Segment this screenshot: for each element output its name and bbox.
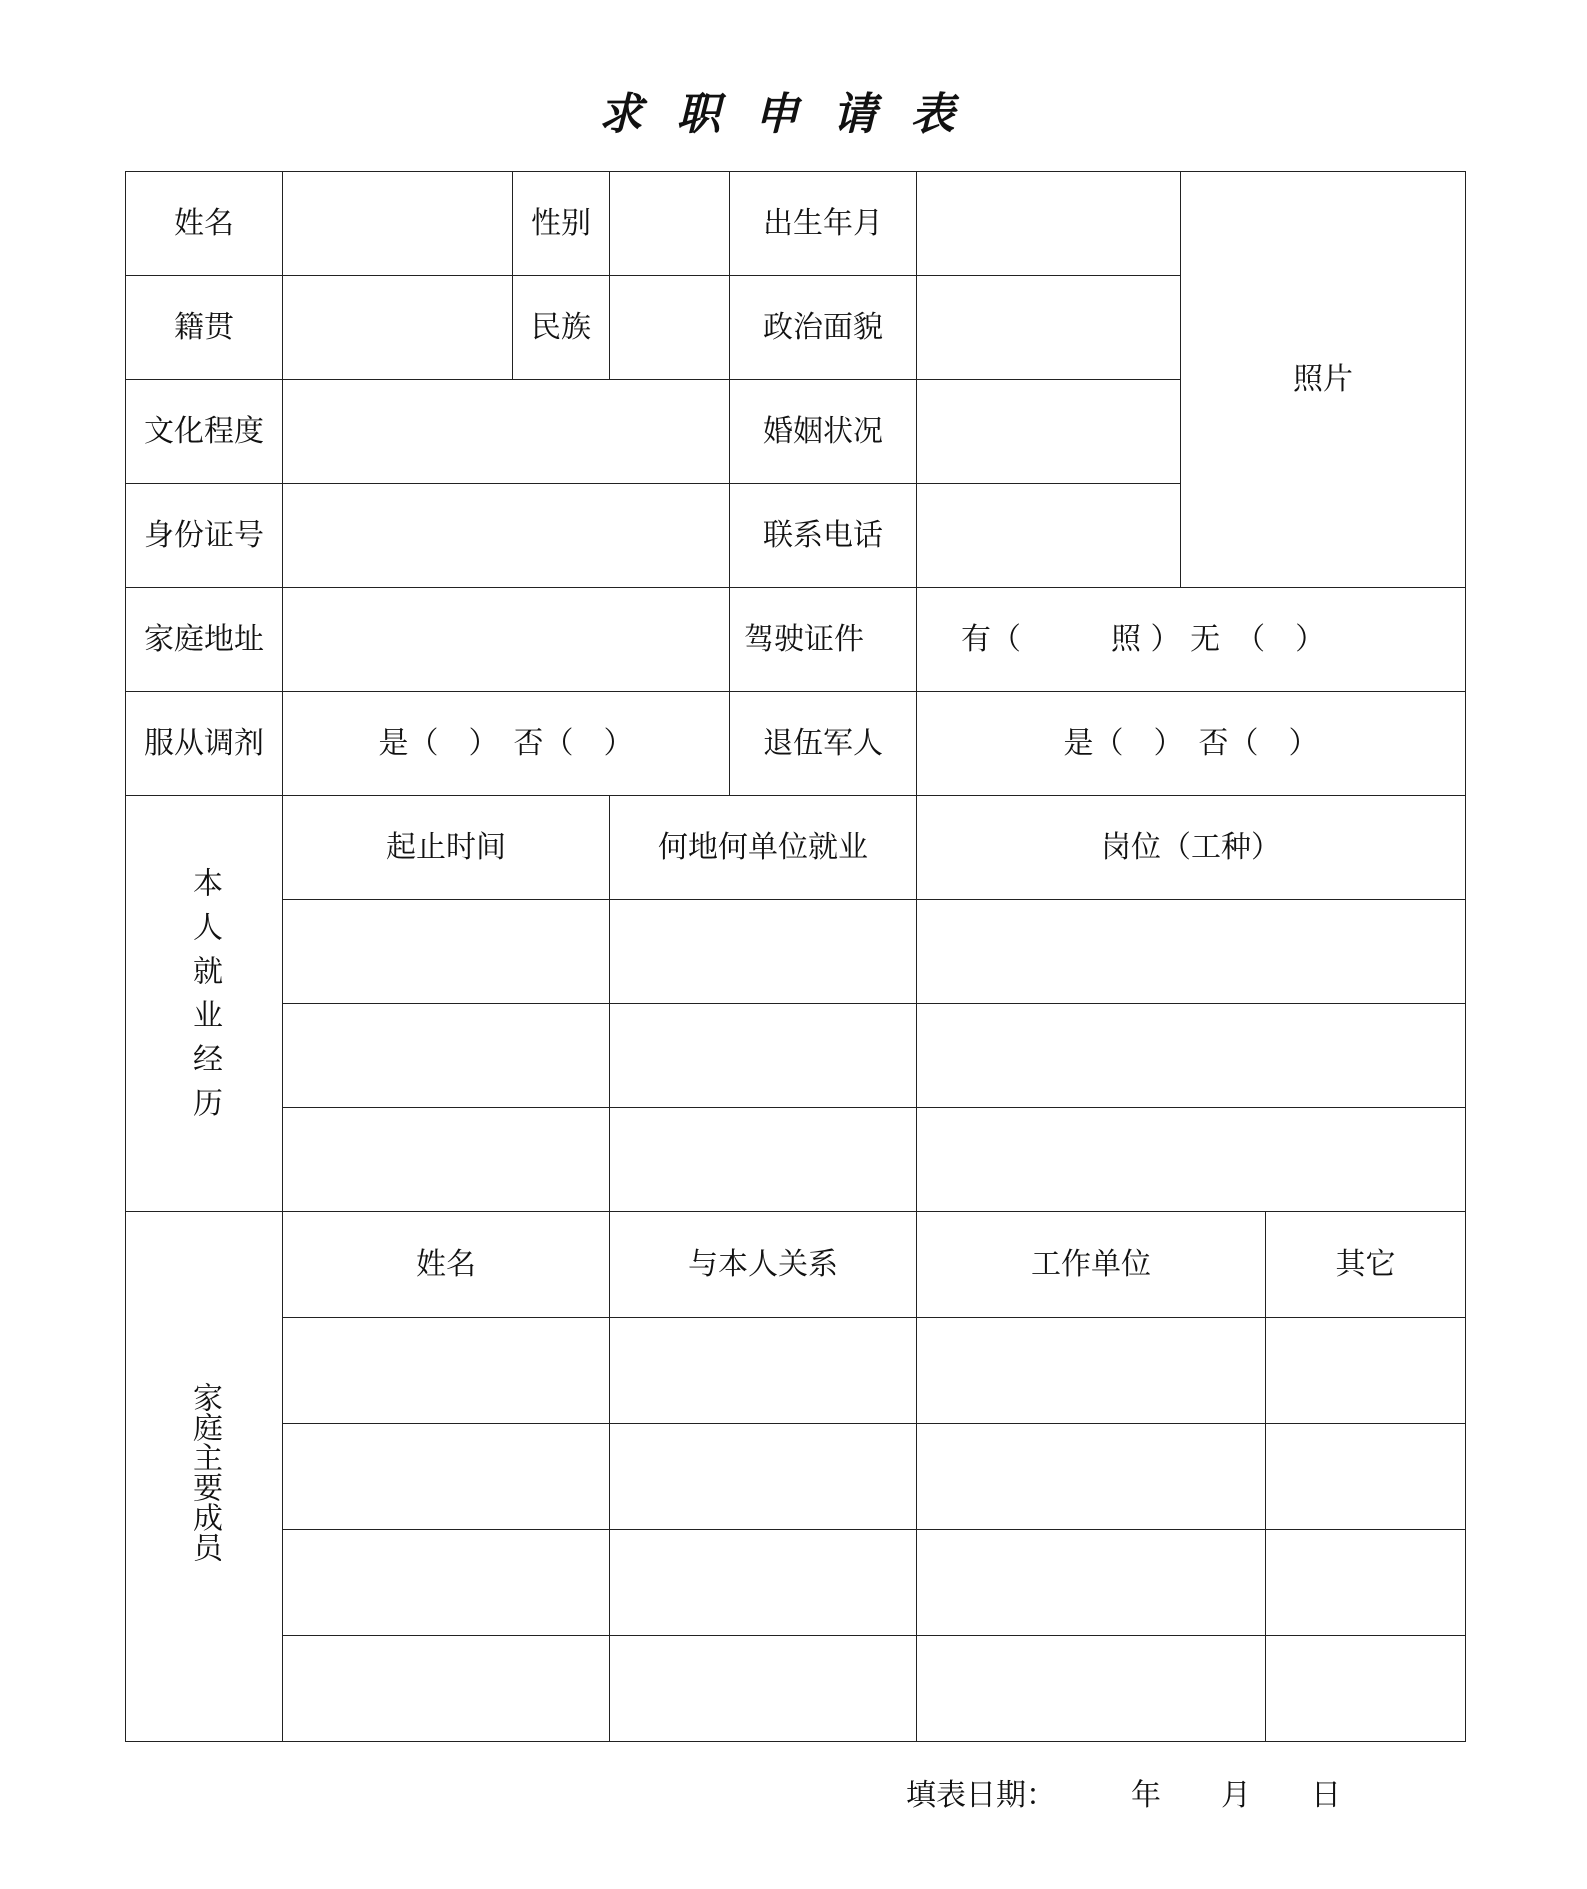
employment-header-employer: 何地何单位就业 — [610, 796, 917, 900]
employment-period-field[interactable] — [283, 1004, 610, 1108]
obey-assignment-label: 服从调剂 — [126, 692, 283, 796]
political-status-label: 政治面貌 — [730, 276, 917, 380]
application-form-table — [125, 171, 1466, 1742]
family-header-other: 其它 — [1266, 1212, 1466, 1318]
employment-employer-field[interactable] — [610, 1004, 917, 1108]
phone-field[interactable] — [917, 484, 1181, 588]
employment-header-period: 起止时间 — [283, 796, 610, 900]
family-workplace-field[interactable] — [917, 1318, 1266, 1424]
employment-employer-field[interactable] — [610, 1108, 917, 1212]
birth-label: 出生年月 — [730, 172, 917, 276]
photo-box[interactable]: 照片 — [1181, 172, 1466, 588]
address-field[interactable] — [283, 588, 730, 692]
name-label: 姓名 — [126, 172, 283, 276]
native-place-label: 籍贯 — [126, 276, 283, 380]
fill-date: 填表日期： 年 月 日 — [906, 1778, 1341, 1813]
employment-header-position: 岗位（工种） — [917, 796, 1466, 900]
political-status-field[interactable] — [917, 276, 1181, 380]
driving-license-label: 驾驶证件 — [730, 588, 917, 692]
employment-history-label: 本人就业经历 — [187, 867, 222, 1131]
family-relation-field[interactable] — [610, 1318, 917, 1424]
veteran-label: 退伍军人 — [730, 692, 917, 796]
family-members-label: 家庭主要成员 — [187, 1382, 222, 1562]
employment-employer-field[interactable] — [610, 900, 917, 1004]
native-place-field[interactable] — [283, 276, 513, 380]
family-name-field[interactable] — [283, 1424, 610, 1530]
id-number-field[interactable] — [283, 484, 730, 588]
employment-period-field[interactable] — [283, 900, 610, 1004]
family-workplace-field[interactable] — [917, 1636, 1266, 1742]
address-label: 家庭地址 — [126, 588, 283, 692]
family-header-relation: 与本人关系 — [610, 1212, 917, 1318]
form-title: 求职申请表 — [598, 89, 989, 140]
employment-history-section — [126, 796, 283, 1212]
ethnicity-field[interactable] — [610, 276, 730, 380]
education-label: 文化程度 — [126, 380, 283, 484]
ethnicity-label: 民族 — [513, 276, 610, 380]
phone-label: 联系电话 — [730, 484, 917, 588]
family-other-field[interactable] — [1266, 1636, 1466, 1742]
family-other-field[interactable] — [1266, 1318, 1466, 1424]
marital-status-label: 婚姻状况 — [730, 380, 917, 484]
marital-status-field[interactable] — [917, 380, 1181, 484]
id-number-label: 身份证号 — [126, 484, 283, 588]
name-field[interactable] — [283, 172, 513, 276]
employment-position-field[interactable] — [917, 1004, 1466, 1108]
family-other-field[interactable] — [1266, 1424, 1466, 1530]
family-name-field[interactable] — [283, 1318, 610, 1424]
veteran-options[interactable]: 是（ ） 否（ ） — [917, 692, 1466, 796]
family-header-workplace: 工作单位 — [917, 1212, 1266, 1318]
family-other-field[interactable] — [1266, 1530, 1466, 1636]
family-name-field[interactable] — [283, 1530, 610, 1636]
family-name-field[interactable] — [283, 1636, 610, 1742]
family-header-name: 姓名 — [283, 1212, 610, 1318]
employment-position-field[interactable] — [917, 1108, 1466, 1212]
family-members-section — [126, 1212, 283, 1742]
birth-field[interactable] — [917, 172, 1181, 276]
family-relation-field[interactable] — [610, 1636, 917, 1742]
family-workplace-field[interactable] — [917, 1424, 1266, 1530]
family-relation-field[interactable] — [610, 1424, 917, 1530]
employment-position-field[interactable] — [917, 900, 1466, 1004]
family-relation-field[interactable] — [610, 1530, 917, 1636]
driving-license-options[interactable]: 有（ 照 ） 无 （ ） — [917, 588, 1466, 692]
education-field[interactable] — [283, 380, 730, 484]
employment-period-field[interactable] — [283, 1108, 610, 1212]
gender-field[interactable] — [610, 172, 730, 276]
obey-assignment-options[interactable]: 是（ ） 否（ ） — [283, 692, 730, 796]
gender-label: 性别 — [513, 172, 610, 276]
family-workplace-field[interactable] — [917, 1530, 1266, 1636]
